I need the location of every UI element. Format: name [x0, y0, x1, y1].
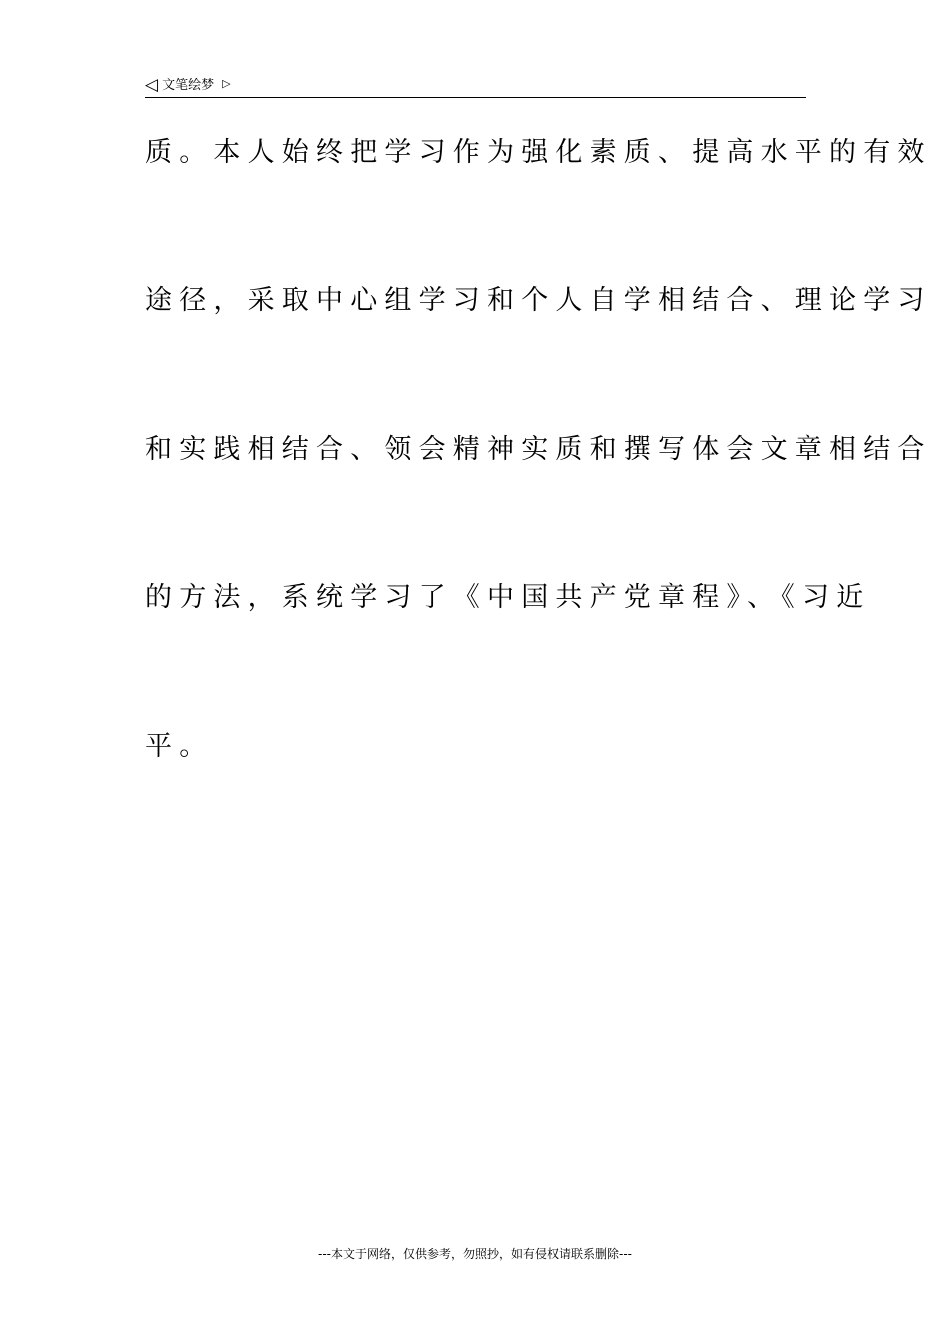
- body-line-2: 途径，采取中心组学习和个人自学相结合、理论学习: [145, 285, 932, 316]
- header-rule: [145, 97, 806, 98]
- body-line-1: 质。本人始终把学习作为强化素质、提高水平的有效: [145, 137, 932, 168]
- left-triangle-icon: ◁: [145, 74, 159, 95]
- body-line-5: 平。: [145, 731, 214, 762]
- page-header: [145, 74, 806, 96]
- footer-disclaimer: ---本文于网络，仅供参考，勿照抄，如有侵权请联系删除---: [318, 1247, 632, 1261]
- header-title: 文笔绘梦: [162, 77, 215, 93]
- right-triangle-icon: ▷: [222, 76, 231, 90]
- body-line-3: 和实践相结合、领会精神实质和撰写体会文章相结合: [145, 434, 932, 465]
- body-line-4: 的方法，系统学习了《中国共产党章程》、《习近: [145, 582, 871, 613]
